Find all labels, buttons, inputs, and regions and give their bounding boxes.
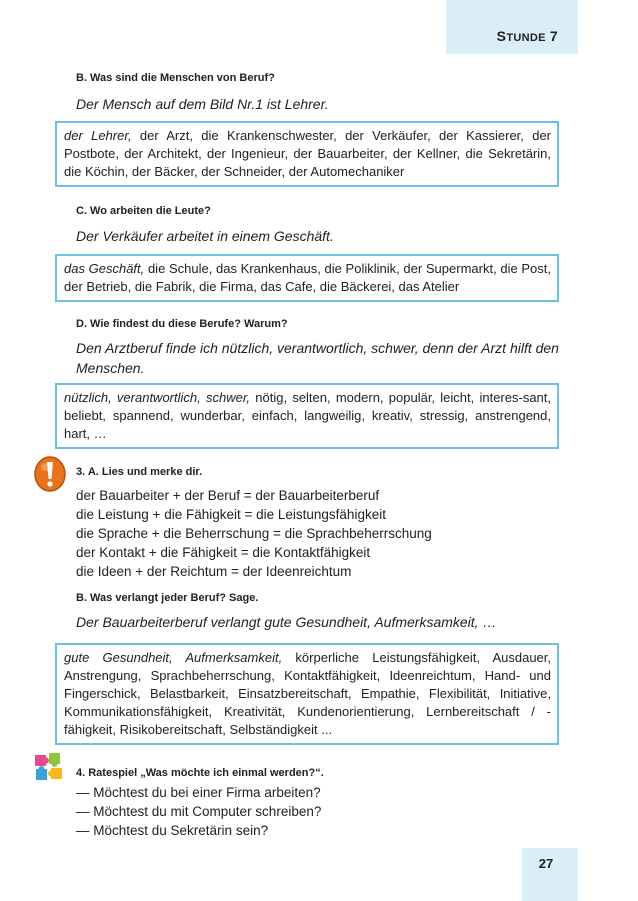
vocab-box-workplaces: [55, 254, 559, 302]
header-tab: [446, 0, 578, 54]
compound-line: der Kontakt + die Fähigkeit = die Kontaktfähigkeit: [76, 545, 371, 560]
box-italic-lead: gute Gesundheit, Aufmerksamkeit,: [64, 650, 283, 665]
task3-b-answer: Der Bauarbeiterberuf verlangt gute Gesundheit, Aufmerksamkeit, …: [76, 614, 497, 630]
exclamation-warning-icon: [34, 455, 68, 498]
answer-d: Den Arztberuf finde ich nützlich, verantwortlich, schwer, denn der Arzt hilft den Menschen.: [76, 340, 559, 376]
riddle-question: — Möchtest du Sekretärin sein?: [76, 823, 269, 838]
riddle-question: — Möchtest du mit Computer schreiben?: [76, 804, 322, 819]
task3-b-question: B. Was verlangt jeder Beruf? Sage.: [76, 592, 259, 604]
compound-line: der Bauarbeiter + der Beruf = der Bauarbeiterberuf: [76, 488, 380, 503]
vocab-box-professions: [55, 121, 559, 187]
vocab-box-adjectives: [55, 383, 559, 449]
compound-line: die Sprache + die Beherrschung = die Sprachbeherrschung: [76, 526, 432, 541]
box-italic-lead: der Lehrer,: [64, 128, 132, 143]
compound-line: die Ideen + der Reichtum = der Ideenreichtum: [76, 564, 352, 579]
compound-word-list: [76, 486, 432, 581]
box-italic-lead: nützlich, verantwortlich, schwer,: [64, 390, 251, 405]
question-b: B. Was sind die Menschen von Beruf?: [76, 72, 275, 84]
answer-c: Der Verkäufer arbeitet in einem Geschäft.: [76, 228, 334, 244]
box-text: der Arzt, die Krankenschwester, der Verkäufer, der Kassierer, der Postbote, der Architekt, der Ingenieur, der Bauarbeiter, der Kellner, die Sekretärin, die Köchin, der Bäcker, der Schneider, der Automechaniker: [64, 128, 551, 179]
question-d: D. Wie findest du diese Berufe? Warum?: [76, 318, 288, 330]
puzzle-pieces-icon: [34, 753, 68, 788]
vocab-box-requirements: [55, 643, 559, 745]
riddle-question: — Möchtest du bei einer Firma arbeiten?: [76, 785, 321, 800]
page-header-title: STUNDE 7: [496, 28, 558, 44]
task4-heading: 4. Ratespiel „Was möchte ich einmal werden?“.: [76, 767, 324, 779]
answer-b: Der Mensch auf dem Bild Nr.1 ist Lehrer.: [76, 96, 329, 112]
page-number: 27: [538, 856, 554, 871]
riddle-question-list: [76, 783, 321, 840]
box-text: die Schule, das Krankenhaus, die Poliklinik, der Supermarkt, die Post, der Betrieb, die Fabrik, die Firma, das Cafe, die Bäckerei, das Atelier: [64, 261, 551, 294]
box-text: körperliche Leistungsfähigkeit, Ausdauer, Anstrengung, Sprachbeherrschung, Kontaktfähigkeit, Ideenreichtum, Hand- und Fingerschick, Belastbarkeit, Einsatzbereitschaft, Empathie, Flexibilität, Initiative, Kommunikationsfähigkeit, Kreativität, Kundenorientierung, Lernbereitschaft / -fähigkeit, Risikobereitschaft, Selbständigkeit ...: [64, 650, 551, 737]
box-text: nötig, selten, modern, populär, leicht, interes-sant, beliebt, spannend, wunderbar, einfach, langweilig, kreativ, stressig, anstrengend, hart, …: [64, 390, 552, 441]
question-c: C. Wo arbeiten die Leute?: [76, 205, 211, 217]
task3-heading: 3. A. Lies und merke dir.: [76, 466, 203, 478]
box-italic-lead: das Geschäft,: [64, 261, 145, 276]
compound-line: die Leistung + die Fähigkeit = die Leistungsfähigkeit: [76, 507, 386, 522]
